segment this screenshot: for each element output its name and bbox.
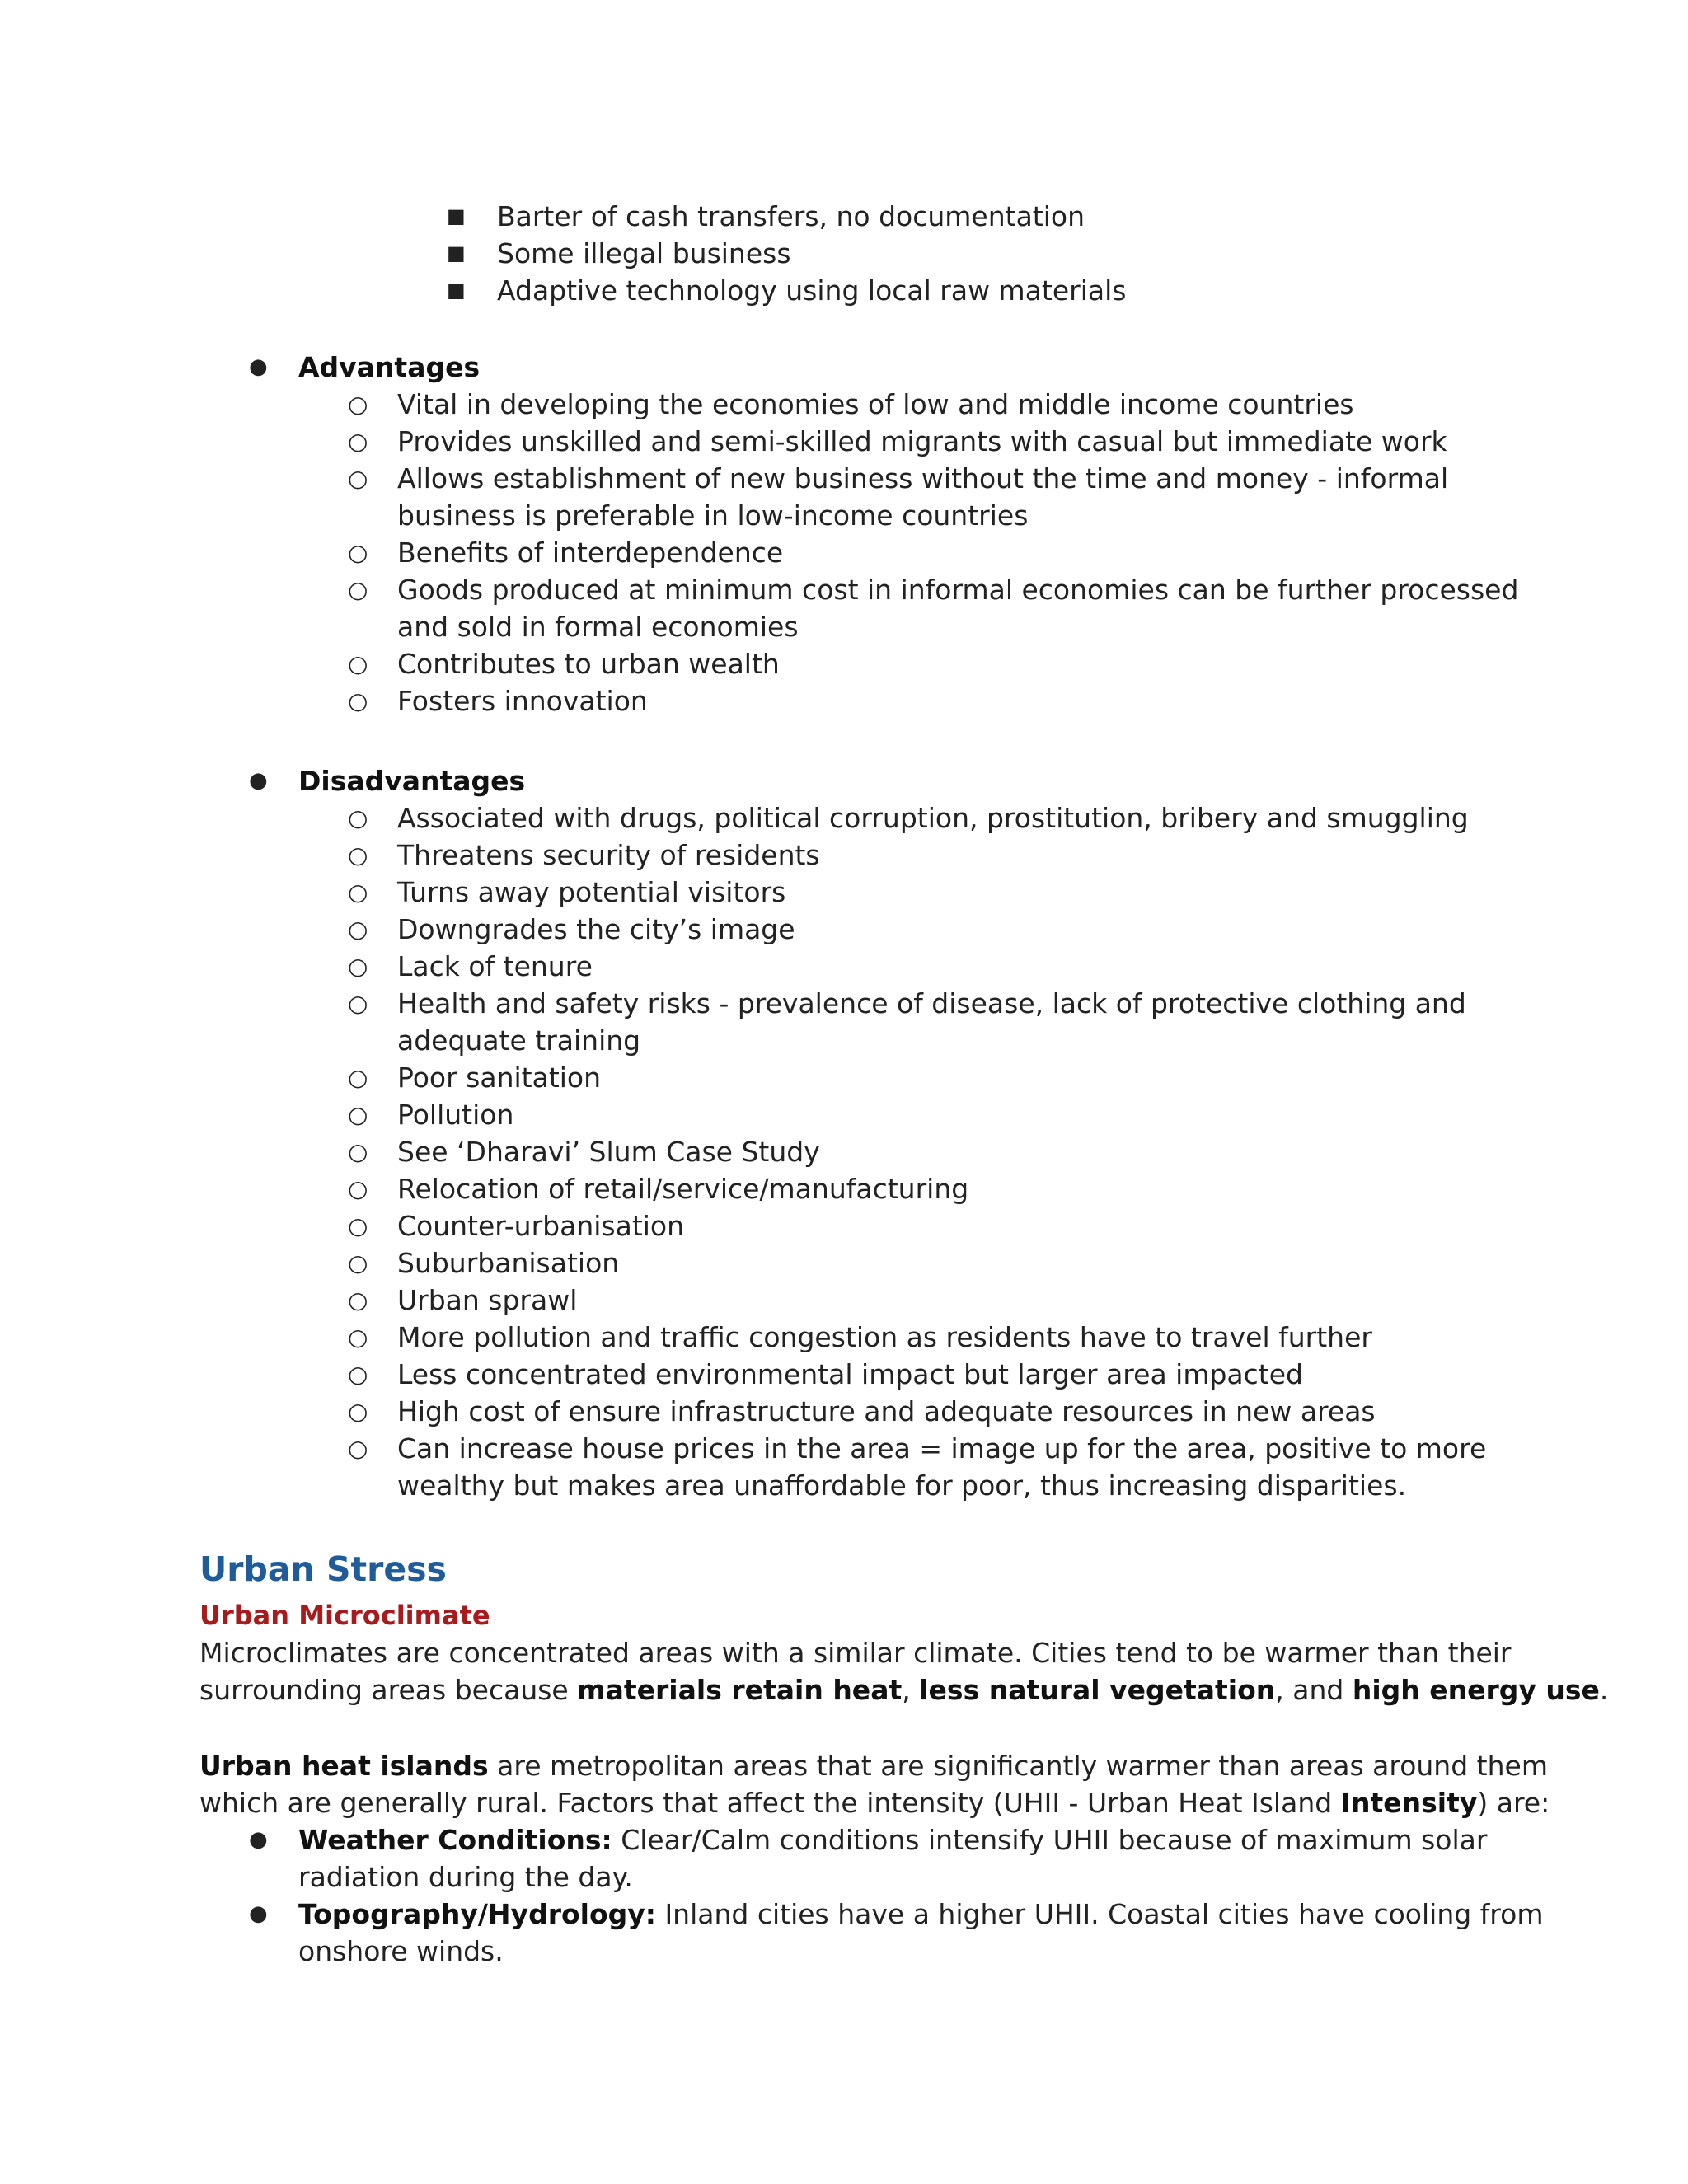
circle-bullet-icon: ○: [348, 465, 368, 492]
section-heading-urban-stress: Urban Stress: [199, 1549, 447, 1589]
list-item: Benefits of interdependence: [397, 537, 784, 569]
text-run: .: [1599, 1674, 1609, 1706]
list-item-continuation: onshore winds.: [298, 1935, 504, 1967]
list-item: Poor sanitation: [397, 1062, 602, 1094]
disc-bullet-icon: ●: [249, 1827, 268, 1852]
circle-bullet-icon: ○: [348, 1101, 368, 1128]
circle-bullet-icon: ○: [348, 650, 368, 677]
circle-bullet-icon: ○: [348, 539, 368, 566]
text-run: surrounding areas because: [199, 1674, 578, 1706]
disadvantages-heading: Disadvantages: [298, 765, 526, 797]
list-item: Less concentrated environmental impact but larger area impacted: [397, 1358, 1303, 1390]
bold-term: Topography/Hydrology:: [298, 1898, 656, 1930]
circle-bullet-icon: ○: [348, 916, 368, 943]
paragraph-line: Microclimates are concentrated areas with a similar climate. Cities tend to be warmer than their: [199, 1637, 1512, 1669]
advantages-heading: Advantages: [298, 351, 481, 383]
disc-bullet-icon: ●: [249, 768, 268, 793]
text-run: Clear/Calm conditions intensify UHII because of maximum solar: [612, 1824, 1488, 1856]
circle-bullet-icon: ○: [348, 1212, 368, 1240]
list-item: See ‘Dharavi’ Slum Case Study: [397, 1136, 820, 1168]
text-run: ) are:: [1477, 1787, 1550, 1819]
list-item: Barter of cash transfers, no documentation: [497, 200, 1085, 232]
disc-bullet-icon: ●: [249, 354, 268, 379]
paragraph-line: [199, 1784, 1550, 1821]
circle-bullet-icon: ○: [348, 1138, 368, 1165]
text-run: which are generally rural. Factors that affect the intensity (UHII - Urban Heat Island: [199, 1787, 1341, 1819]
circle-bullet-icon: ○: [348, 576, 368, 603]
circle-bullet-icon: ○: [348, 990, 368, 1017]
list-item: [298, 1821, 1487, 1858]
text-run: ,: [902, 1674, 920, 1706]
list-item-continuation: and sold in formal economies: [397, 611, 799, 643]
list-item: More pollution and traffic congestion as residents have to travel further: [397, 1321, 1372, 1353]
circle-bullet-icon: ○: [348, 953, 368, 980]
square-bullet-icon: ■: [447, 279, 466, 302]
square-bullet-icon: ■: [447, 241, 466, 265]
circle-bullet-icon: ○: [348, 1064, 368, 1091]
subheading-urban-microclimate: Urban Microclimate: [199, 1600, 490, 1631]
list-item-continuation: adequate training: [397, 1024, 641, 1057]
circle-bullet-icon: ○: [348, 1324, 368, 1351]
square-bullet-icon: ■: [447, 204, 466, 227]
list-item: Urban sprawl: [397, 1284, 578, 1316]
list-item: [298, 1896, 1543, 1933]
list-item: Vital in developing the economies of low and middle income countries: [397, 388, 1354, 420]
bold-term: less natural vegetation: [919, 1674, 1276, 1706]
list-item-continuation: wealthy but makes area unaffordable for poor, thus increasing disparities.: [397, 1469, 1407, 1502]
circle-bullet-icon: ○: [348, 879, 368, 906]
circle-bullet-icon: ○: [348, 1286, 368, 1314]
circle-bullet-icon: ○: [348, 804, 368, 832]
circle-bullet-icon: ○: [348, 687, 368, 715]
list-item: Fosters innovation: [397, 685, 648, 717]
paragraph-line: [199, 1671, 1608, 1708]
bold-term: Weather Conditions:: [298, 1824, 612, 1856]
circle-bullet-icon: ○: [348, 391, 368, 418]
disc-bullet-icon: ●: [249, 1901, 268, 1926]
list-item: Contributes to urban wealth: [397, 648, 780, 680]
list-item: Some illegal business: [497, 237, 791, 269]
bold-term: high energy use: [1352, 1674, 1600, 1706]
bold-term: materials retain heat: [577, 1674, 903, 1706]
list-item: Goods produced at minimum cost in informal economies can be further processed: [397, 574, 1519, 606]
text-run: are metropolitan areas that are significantly warmer than areas around them: [488, 1750, 1548, 1782]
list-item: Turns away potential visitors: [397, 876, 786, 908]
list-item: Threatens security of residents: [397, 839, 820, 871]
text-run: , and: [1275, 1674, 1353, 1706]
bold-term: Intensity: [1340, 1787, 1478, 1819]
list-item: Suburbanisation: [397, 1247, 620, 1279]
list-item: Associated with drugs, political corruption, prostitution, bribery and smuggling: [397, 802, 1469, 834]
circle-bullet-icon: ○: [348, 1361, 368, 1388]
circle-bullet-icon: ○: [348, 428, 368, 455]
list-item: Pollution: [397, 1099, 514, 1131]
circle-bullet-icon: ○: [348, 1175, 368, 1202]
circle-bullet-icon: ○: [348, 1435, 368, 1462]
list-item-continuation: business is preferable in low-income countries: [397, 499, 1029, 532]
list-item: Allows establishment of new business without the time and money - informal: [397, 462, 1449, 494]
text-run: Inland cities have a higher UHII. Coastal cities have cooling from: [655, 1898, 1544, 1930]
list-item: High cost of ensure infrastructure and adequate resources in new areas: [397, 1395, 1376, 1427]
circle-bullet-icon: ○: [348, 841, 368, 869]
bold-term: Urban heat islands: [199, 1750, 489, 1782]
paragraph-line: [199, 1747, 1548, 1784]
circle-bullet-icon: ○: [348, 1398, 368, 1425]
list-item: Downgrades the city’s image: [397, 913, 795, 945]
list-item: Provides unskilled and semi-skilled migrants with casual but immediate work: [397, 425, 1447, 457]
list-item: Can increase house prices in the area = image up for the area, positive to more: [397, 1432, 1487, 1465]
circle-bullet-icon: ○: [348, 1249, 368, 1277]
list-item-continuation: radiation during the day.: [298, 1861, 633, 1893]
list-item: Adaptive technology using local raw materials: [497, 274, 1127, 307]
list-item: Relocation of retail/service/manufacturing: [397, 1173, 969, 1205]
list-item: Counter-urbanisation: [397, 1210, 685, 1242]
list-item: Health and safety risks - prevalence of disease, lack of protective clothing and: [397, 987, 1466, 1019]
list-item: Lack of tenure: [397, 950, 593, 982]
